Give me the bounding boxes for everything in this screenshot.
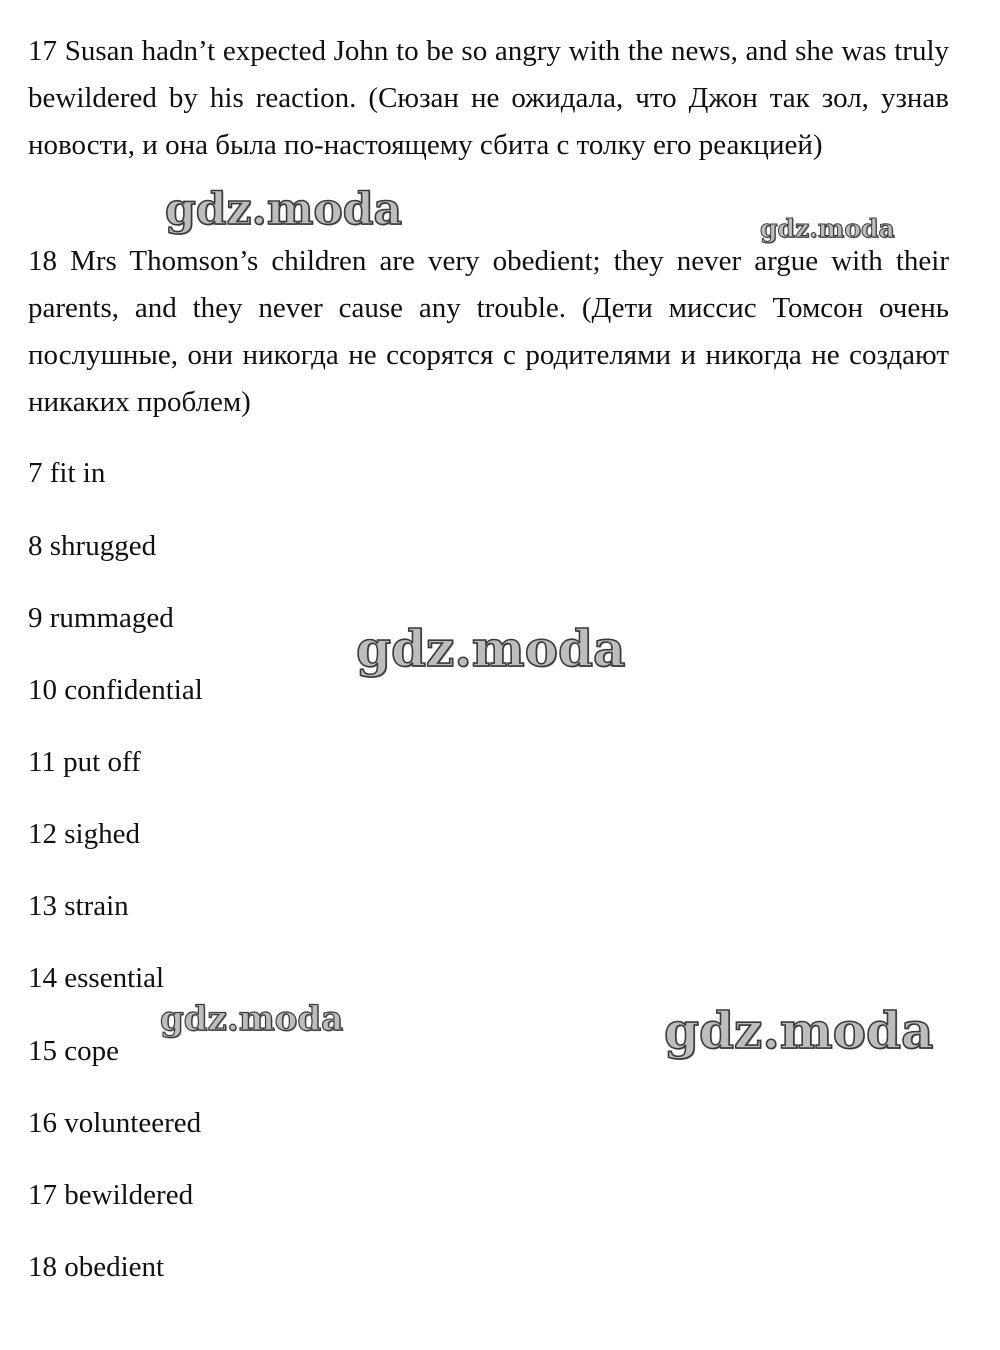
answer-item: 14 essential bbox=[28, 962, 165, 994]
watermark: gdz.moda bbox=[165, 184, 403, 235]
answer-item: 7 fit in bbox=[28, 457, 106, 489]
watermark: gdz.moda bbox=[160, 999, 344, 1039]
answer-item: 13 strain bbox=[28, 890, 129, 922]
watermark: gdz.moda bbox=[664, 1001, 934, 1060]
answer-item: 12 sighed bbox=[28, 818, 140, 850]
paragraph-18: 18 Mrs Thomson’s children are very obedient; they never argue with their parents, and they never cause any trouble. (Дети миссис Томсон очень послушные, они никогда не ссорятся с родителями и никогда не создают никаких проблем) bbox=[28, 245, 949, 418]
watermark: gdz.moda bbox=[760, 214, 895, 243]
answer-item: 10 confidential bbox=[28, 674, 203, 706]
watermark: gdz.moda bbox=[356, 619, 626, 678]
answer-item: 18 obedient bbox=[28, 1251, 165, 1283]
paragraph-17: 17 Susan hadn’t expected John to be so angry with the news, and she was truly bewildered by his reaction. (Сюзан не ожидала, что Джон так зол, узнав новости, и она была по-настоящему сбита с толку его реакцией) bbox=[28, 35, 949, 161]
answer-item: 11 put off bbox=[28, 746, 141, 778]
answer-item: 8 shrugged bbox=[28, 530, 157, 562]
answer-item: 17 bewildered bbox=[28, 1179, 194, 1211]
answer-item: 16 volunteered bbox=[28, 1107, 202, 1139]
answer-item: 9 rummaged bbox=[28, 602, 174, 634]
answer-item: 15 cope bbox=[28, 1035, 119, 1067]
